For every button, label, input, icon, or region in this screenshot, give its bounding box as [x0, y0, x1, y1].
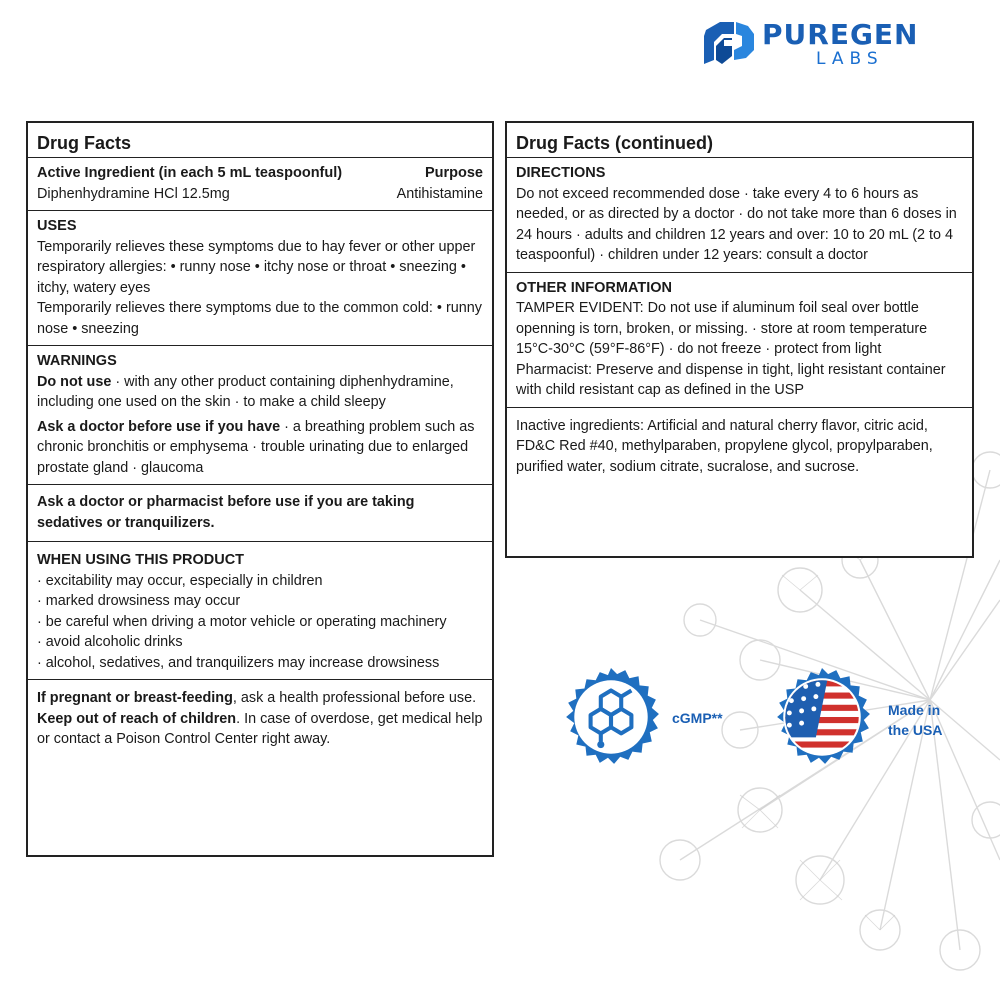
purpose-value: Antihistamine	[396, 185, 483, 202]
active-ingredient-section	[28, 157, 492, 210]
purpose-heading: Purpose	[424, 165, 483, 181]
cgmp-badge-icon	[560, 666, 662, 768]
made-in-usa-label	[888, 700, 942, 740]
directions-text: Do not exceed recommended dose · take every 4 to 6 hours as needed, or as directed by a doctor · do not take more than 6 doses in 24 hours · adults and children 12 years and over: 10 to 20 mL (2 to 4 teaspoonful) · children under 12 years: consult a doctor	[516, 185, 957, 263]
directions-section	[507, 157, 972, 272]
pregnant-label: If pregnant or breast-feeding	[37, 690, 233, 706]
tamper-evident-text: TAMPER EVIDENT: Do not use if aluminum foil seal over bottle openning is torn, broken, or missing. · store at room temperature 15°C-30°C (59°F-86°F) · do not freeze · protect from light	[516, 300, 928, 357]
other-info-section	[507, 272, 972, 407]
made-in-usa-badge-icon	[771, 666, 873, 768]
ask-pharmacist-text: Ask a doctor or pharmacist before use if you are taking sedatives or tranquilizers.	[37, 494, 415, 531]
uses-text-cold: Temporarily relieves there symptoms due to the common cold: • runny nose • sneezing	[37, 300, 482, 337]
ask-doctor-paragraph	[37, 417, 483, 479]
uses-heading: USES	[37, 218, 77, 234]
made-in-label: Made in	[888, 702, 941, 718]
the-usa-label: the USA	[888, 722, 943, 738]
pregnancy-paragraph	[37, 688, 483, 750]
when-using-section	[28, 541, 492, 679]
list-item: · avoid alcoholic drinks	[37, 634, 183, 650]
cgmp-label: cGMP**	[672, 710, 723, 726]
drug-facts-continued-panel	[505, 121, 974, 558]
inactive-ingredients-text: Inactive ingredients: Artificial and natural cherry flavor, citric acid, FD&C Red #40, methylparaben, propylene glycol, propylparaben, purified water, sodium citrate, sucralose, and sucrose.	[516, 417, 933, 475]
pregnancy-section	[28, 679, 492, 756]
panel-title: Drug Facts (continued)	[516, 133, 713, 153]
warnings-heading: WARNINGS	[37, 353, 117, 369]
pregnant-text: , ask a health professional before use.	[232, 690, 477, 706]
do-not-use-paragraph	[37, 372, 483, 413]
puregen-logo-icon	[700, 20, 756, 68]
list-item: · alcohol, sedatives, and tranquilizers may increase drowsiness	[37, 654, 440, 671]
active-ingredient-value: Diphenhydramine HCl 12.5mg	[37, 185, 230, 202]
other-info-heading: OTHER INFORMATION	[516, 279, 672, 296]
uses-section	[28, 210, 492, 345]
ask-doctor-label: Ask a doctor before use if you have	[37, 418, 281, 435]
pharmacist-text: Pharmacist: Preserve and dispense in tight, light resistant container with child resistant cap as defined in the USP	[516, 361, 946, 398]
do-not-use-label: Do not use	[37, 373, 112, 390]
inactive-ingredients-section	[507, 407, 972, 484]
uses-text-allergies: Temporarily relieves these symptoms due to hay fever or other upper respiratory allergies: • runny nose • itchy nose or throat • sneezing • itchy, watery eyes	[37, 238, 476, 296]
list-item: · marked drowsiness may occur	[37, 593, 241, 609]
when-using-heading: WHEN USING THIS PRODUCT	[37, 552, 245, 568]
keep-out-label: Keep out of reach of children	[37, 710, 237, 727]
ask-pharmacist-section	[28, 484, 492, 541]
brand-sub: LABS	[816, 49, 884, 69]
warnings-section	[28, 345, 492, 484]
brand-logo	[700, 18, 980, 70]
ask-doctor-text: · a breathing problem such as chronic bronchitis or emphysema · trouble urinating due to enlarged prostate gland · glaucoma	[37, 418, 475, 476]
directions-heading: DIRECTIONS	[516, 165, 606, 181]
list-item: · be careful when driving a motor vehicle or operating machinery	[37, 613, 447, 630]
panel-title: Drug Facts	[37, 133, 132, 153]
overdose-text: . In case of overdose, get medical help or contact a Poison Control Center right away.	[37, 710, 483, 747]
drug-facts-panel	[26, 121, 494, 857]
do-not-use-text: · with any other product containing diphenhydramine, including one used on the skin · to make a child sleepy	[37, 373, 454, 410]
active-ingredient-heading: Active Ingredient (in each 5 mL teaspoonful)	[37, 165, 343, 181]
list-item: · excitability may occur, especially in children	[37, 572, 323, 589]
brand-name: PUREGEN	[762, 18, 919, 51]
